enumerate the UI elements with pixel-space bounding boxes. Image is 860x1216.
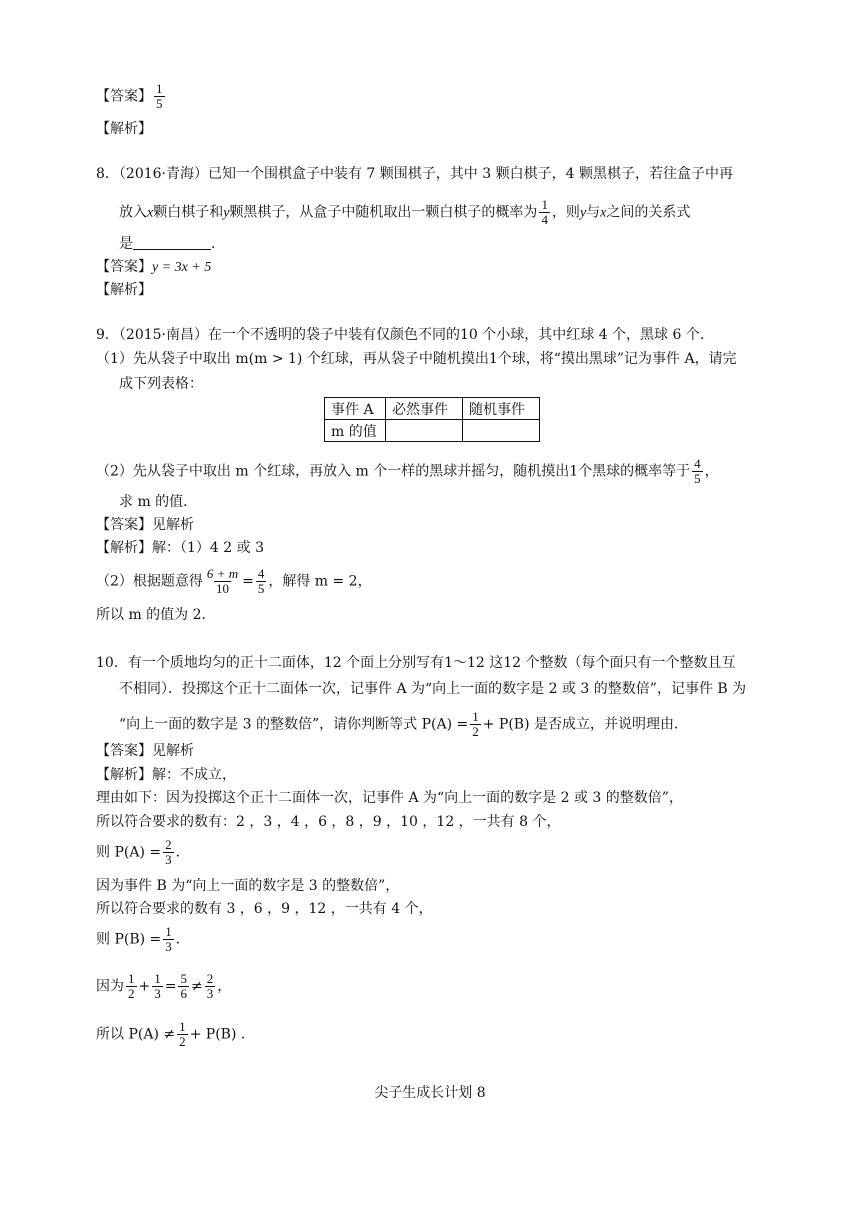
q8-line-2: 放入x颗白棋子和y颗黑棋子，从盒子中随机取出一颗白棋子的概率为 $\frac{1}{4}$ ，则y与x之间的关系式 bbox=[119, 197, 691, 227]
analysis-label: 【解析】 bbox=[96, 121, 152, 137]
q10-analysis-8: 因为 $\frac{1}{2}$ + $\frac{1}{3}$ = $\frac{5}{6}$ ≠ $\frac{2}{3}$ ， bbox=[96, 971, 232, 1001]
q9-part2-line-2: 求 m 的值． bbox=[119, 494, 198, 510]
q9-part1-line-1: （1）先从袋子中取出 m(m > 1) 个红球，再从袋子中随机摸出1个球，将“摸出黑球”记为事件 A，请完 bbox=[96, 351, 737, 367]
q10-answer: 【答案】见解析 bbox=[96, 743, 194, 759]
q8-line-3: 是 ． bbox=[119, 236, 225, 252]
q10-analysis-3: 所以符合要求的数有：2 ，3 ，4 ，6 ，8 ，9 ，10 ，12 ，一共有 8 个， bbox=[96, 814, 561, 830]
var-y: y bbox=[223, 205, 230, 221]
table-row bbox=[325, 398, 540, 420]
q10-analysis-5: 因为事件 B 为“向上一面的数字是 3 的整数倍”， bbox=[96, 878, 400, 894]
answer-line bbox=[96, 82, 167, 111]
q8-answer: 【答案】y = 3x + 5 bbox=[96, 259, 212, 275]
answer-fraction: $\frac{1}{5}$ bbox=[156, 81, 163, 111]
answer-label: 【答案】 bbox=[96, 88, 152, 105]
q9-analysis-3: 所以 m 的值为 2． bbox=[96, 607, 216, 623]
q8-fraction: $\frac{1}{4}$ bbox=[541, 197, 548, 227]
table-cell: 必然事件 bbox=[386, 398, 463, 420]
q8-analysis-label: 【解析】 bbox=[96, 282, 152, 298]
q10-line-1: 10．有一个质地均匀的正十二面体，12 个面上分别写有1～12 这12 个整数（每个面只有一个整数且互 bbox=[96, 655, 736, 671]
var-x: x bbox=[147, 205, 154, 221]
q10-analysis-7: 则 P(B) = $\frac{1}{3}$ ． bbox=[96, 924, 190, 954]
q10-analysis-9: 所以 P(A) ≠ $\frac{1}{2}$ + P(B) ． bbox=[96, 1019, 255, 1049]
q9-line-1: 9．（2015·南昌）在一个不透明的袋子中装有仅颜色不同的10 个小球，其中红球 4 个，黑球 6 个． bbox=[96, 327, 714, 343]
table-cell: m 的值 bbox=[325, 420, 386, 442]
table-cell-empty bbox=[386, 420, 463, 442]
q10-analysis-6: 所以符合要求的数有 3 ，6 ，9 ，12 ，一共有 4 个， bbox=[96, 901, 433, 917]
q10-analysis-2: 理由如下：因为投掷这个正十二面体一次，记事件 A 为“向上一面的数字是 2 或 3 的整数倍”， bbox=[96, 790, 683, 806]
q10-analysis-4: 则 P(A) = $\frac{2}{3}$ ． bbox=[96, 837, 190, 867]
event-table bbox=[324, 397, 540, 442]
q9-analysis-1: 【解析】解：（1）4 2 或 3 bbox=[96, 540, 264, 556]
table-cell-empty bbox=[463, 420, 540, 442]
q9-part1-line-2: 成下列表格： bbox=[119, 376, 203, 392]
page-footer: 尖子生成长计划 8 bbox=[374, 1085, 486, 1101]
answer-blank bbox=[133, 235, 211, 250]
q9-analysis-2: （2）根据题意得 $\frac{6 + m}{10}$ = $\frac{4}{5}$ ，解得 m = 2， bbox=[96, 566, 372, 596]
table-row bbox=[325, 420, 540, 442]
table-cell: 事件 A bbox=[325, 398, 386, 420]
q9-part2-line-1: （2）先从袋子中取出 m 个红球，再放入 m 个一样的黑球并摇匀，随机摸出1个黑球的概率等于 $\frac{4}{5}$ ， bbox=[96, 456, 719, 486]
q9-fraction: $\frac{4}{5}$ bbox=[694, 456, 701, 486]
q10-line-2: 不相同）．投掷这个正十二面体一次，记事件 A 为“向上一面的数字是 2 或 3 的整数倍”，记事件 B 为 bbox=[119, 681, 747, 697]
q10-analysis-1: 【解析】解：不成立， bbox=[96, 767, 236, 783]
table-cell: 随机事件 bbox=[463, 398, 540, 420]
q8-line-1: 8．（2016·青海）已知一个围棋盒子中装有 7 颗围棋子，其中 3 颗白棋子，4 颗黑棋子，若往盒子中再 bbox=[96, 166, 733, 182]
q10-line-3: “向上一面的数字是 3 的整数倍”，请你判断等式 P(A) = $\frac{1}{2}$ + P(B) 是否成立，并说明理由． bbox=[119, 709, 688, 739]
q9-answer: 【答案】见解析 bbox=[96, 517, 194, 533]
